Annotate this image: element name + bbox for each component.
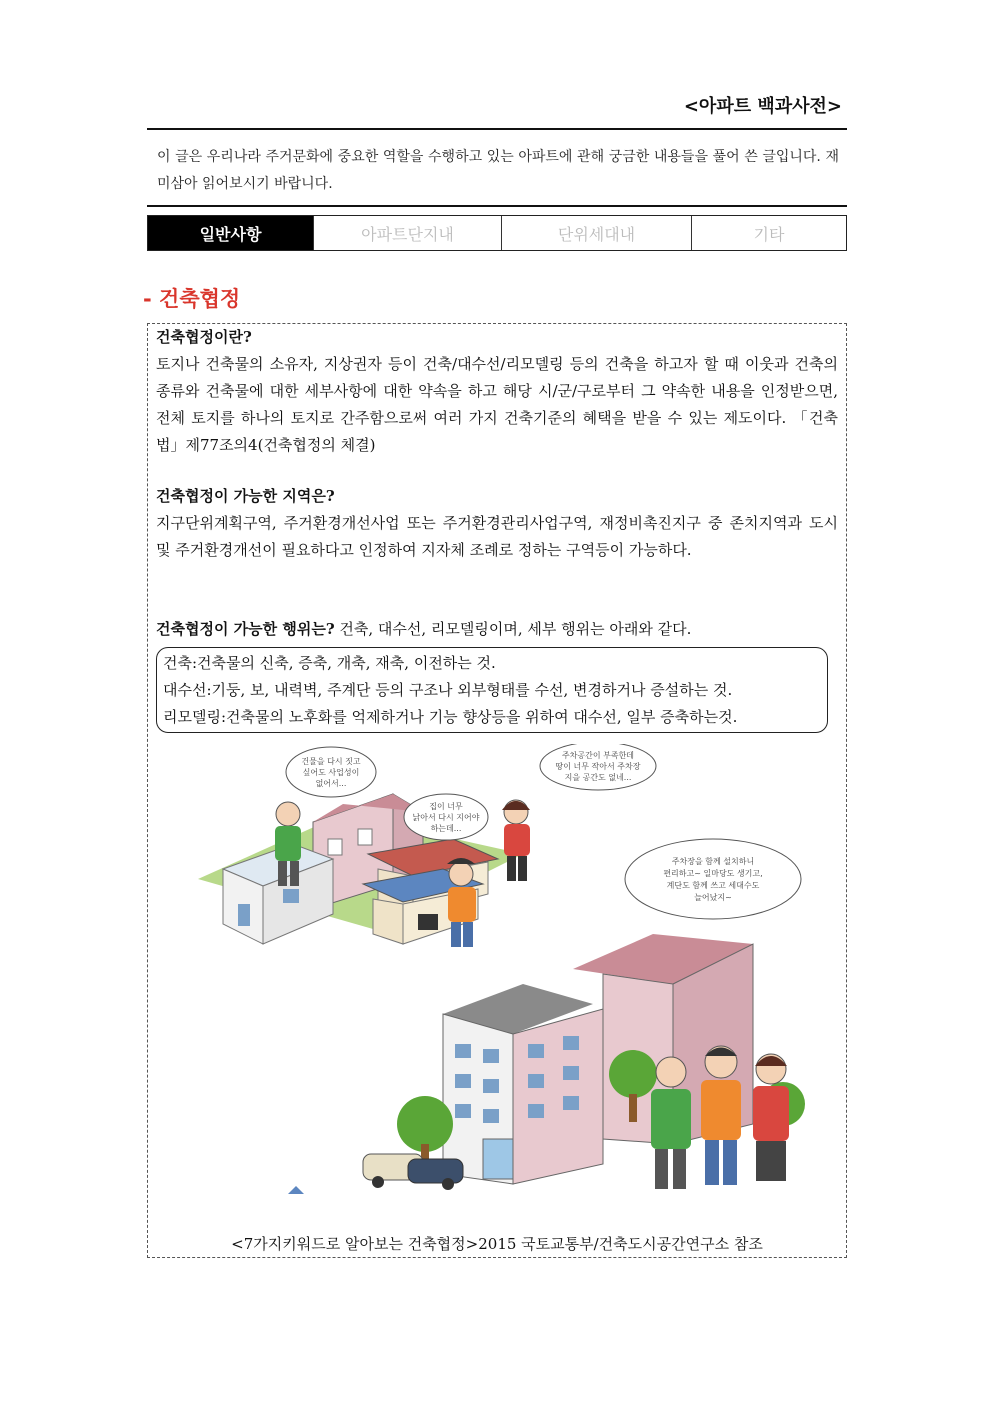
bubble-line: 건물을 다시 짓고 [301,757,361,766]
speech-bubble-group [625,839,801,919]
woman-figure [502,800,530,881]
q3-block [156,616,838,643]
figure-caption: <7가지키워드로 알아보는 건축협정>2015 국토교통부/건축도시공간연구소 참조 [231,1235,763,1253]
q1-title: 건축협정이란? [156,328,252,346]
q2-body: 지구단위계획구역, 주거환경개선사업 또는 주거환경관리사업구역, 재정비촉진지구 중 존치지역과 도시 및 주거환경개선이 필요하다고 인정하여 지자체 조례로 정하는 구역등이 가능하다. [156,514,838,559]
bubble-line: 하는데... [430,824,462,833]
bubble-line: 지을 공간도 없네... [564,773,632,782]
intro-divider [147,205,847,207]
q2-block [156,483,838,564]
tab-general[interactable]: 일반사항 [148,216,313,250]
speech-bubble-woman [540,744,656,790]
definition-remodeling: 리모델링:건축물의 노후화를 억제하거나 기능 향상등을 위하여 대수선, 일부 증축하는것. [163,708,738,726]
tab-apartment-complex[interactable]: 아파트단지내 [313,216,501,250]
bubble-line: 싶어도 사업성이 [302,768,360,777]
content-box [147,323,847,1258]
section-title: - 건축협정 [143,287,241,311]
bubble-line: 땅이 너무 작아서 주차장 [555,762,641,771]
q3-title: 건축협정이 가능한 행위는? [156,620,335,638]
intro-text: 이 글은 우리나라 주거문화에 중요한 역할을 수행하고 있는 아파트에 관해 궁금한 내용들을 풀어 쓴 글입니다. 재미삼아 읽어보시기 바랍니다. [157,149,839,192]
bubble-line: 계단도 함께 쓰고 세대수도 [666,881,760,890]
definitions-box [156,647,828,733]
middle-aged-man-figure [447,858,476,947]
bubble-line: 편리하고~ 일마당도 생기고, [663,869,763,878]
building-agreement-illustration [193,744,813,1234]
top-divider [147,128,847,130]
speech-bubble-old-man [286,747,376,797]
q1-body: 토지나 건축물의 소유자, 지상권자 등이 건축/대수선/리모델링 등의 건축을 하고자 할 때 이웃과 건축의 종류와 건축물에 대한 세부사항에 대한 약속을 하고 해당 시/군/구로부터 그 약속한 내용을 인정받으면, 전체 토지를 하나의 토지로 간주함으로써 여러 가지 건축기준의 혜택을 받을 수 있는 제도이다. 「건축법」제77조의4(건축협정의 체결) [156,355,838,454]
happy-group-figures [651,1046,789,1189]
bubble-line: 집이 너무 [429,802,463,811]
bubble-line: 늘어났지~ [694,893,732,902]
bubble-line: 주차공간이 부족한데 [561,751,635,760]
speech-bubble-middle-man [404,794,488,840]
q3-body: 건축, 대수선, 리모델링이며, 세부 행위는 아래와 같다. [334,620,692,638]
q2-title: 건축협정이 가능한 지역은? [156,487,335,505]
definition-major-repair: 대수선:기둥, 보, 내력벽, 주계단 등의 구조나 외부형태를 수선, 변경하거나 증설하는 것. [163,681,733,699]
bubble-line: 주차장을 함께 설치하니 [671,857,755,866]
document-title: <아파트 백과사전> [683,96,842,117]
q1-block [156,324,838,459]
tab-unit-household[interactable]: 단위세대내 [501,216,691,250]
tab-etc[interactable]: 기타 [691,216,846,250]
bubble-line: 낡아서 다시 지어야 [412,813,480,822]
definition-building: 건축:건축물의 신축, 증축, 개축, 재축, 이전하는 것. [163,654,496,672]
small-triangle-marker [288,1186,304,1194]
category-tabs [147,215,847,251]
parked-cars [363,1154,463,1190]
bubble-line: 없어서... [315,779,347,788]
